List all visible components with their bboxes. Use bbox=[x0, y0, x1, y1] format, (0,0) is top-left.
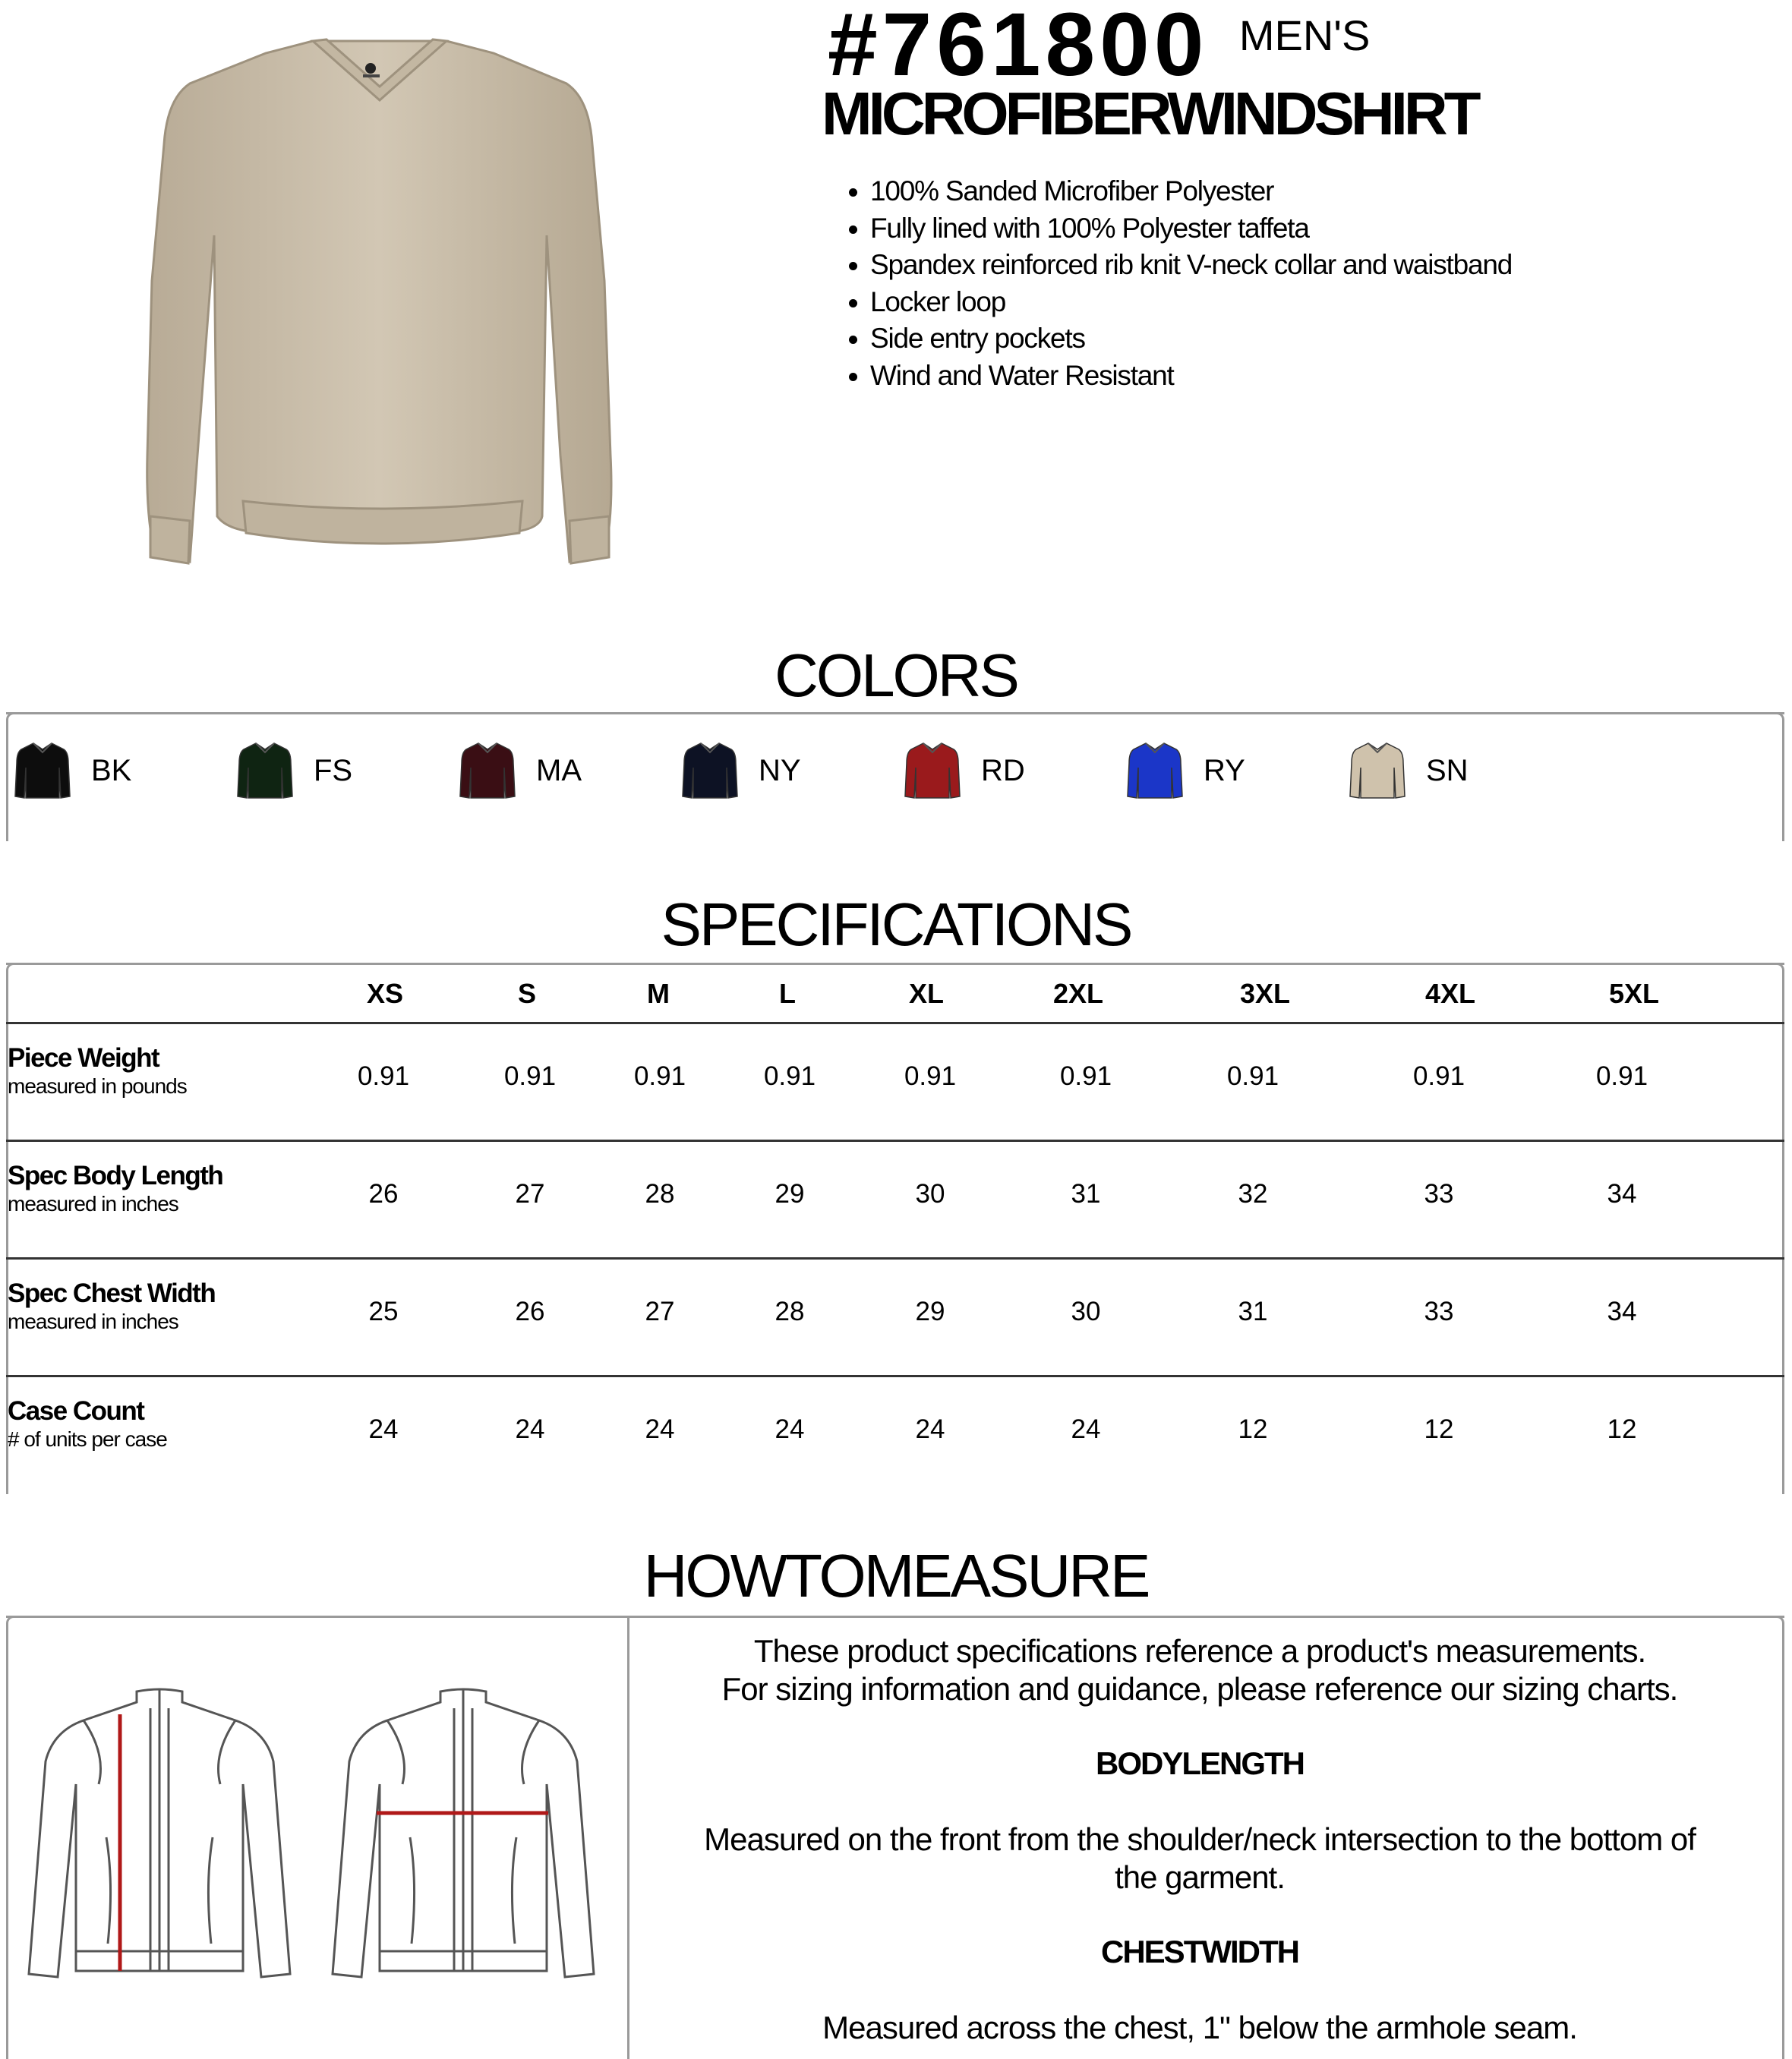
spec-cell: 0.91 bbox=[904, 1061, 957, 1091]
spec-cell: 26 bbox=[515, 1297, 545, 1326]
spec-cell: 33 bbox=[1424, 1297, 1454, 1326]
spec-cell: 24 bbox=[515, 1414, 545, 1444]
spec-cell: 0.91 bbox=[1412, 1061, 1465, 1091]
color-code: NY bbox=[759, 754, 801, 787]
spec-cell: 12 bbox=[1238, 1414, 1268, 1444]
shirt-icon bbox=[236, 740, 294, 801]
size-header: 4XL bbox=[1424, 978, 1476, 1009]
feature-item: 100% Sanded Microfiber Polyester bbox=[870, 173, 1512, 210]
spec-cell: 29 bbox=[915, 1297, 945, 1326]
spec-row-title: Case Count bbox=[8, 1396, 144, 1426]
spec-cell: 31 bbox=[1071, 1179, 1101, 1209]
color-code: RY bbox=[1204, 754, 1245, 787]
measurement-diagram bbox=[23, 1685, 600, 1989]
size-header: XS bbox=[366, 978, 404, 1009]
color-code: FS bbox=[314, 754, 353, 787]
style-number: #761800 bbox=[828, 0, 1209, 95]
size-header: 3XL bbox=[1239, 978, 1291, 1009]
color-code: BK bbox=[91, 754, 132, 787]
measure-divider bbox=[627, 1616, 629, 2059]
spec-cell: 0.91 bbox=[357, 1061, 410, 1091]
spec-cell: 0.91 bbox=[1595, 1061, 1648, 1091]
size-header: M bbox=[647, 978, 670, 1009]
spec-row-title: Spec Chest Width bbox=[8, 1279, 216, 1308]
spec-cell: 28 bbox=[775, 1297, 805, 1326]
color-code: RD bbox=[981, 754, 1025, 787]
spec-cell: 34 bbox=[1607, 1297, 1637, 1326]
body-length-text-line1: Measured on the front from the shoulder/neck intersection to the bottom of bbox=[704, 1821, 1696, 1857]
shirt-icon bbox=[459, 740, 516, 801]
spec-cell: 28 bbox=[645, 1179, 675, 1209]
body-length-title: BODYLENGTH bbox=[1096, 1745, 1304, 1781]
spec-cell: 27 bbox=[645, 1297, 675, 1326]
spec-cell: 30 bbox=[915, 1179, 945, 1209]
size-header: 2XL bbox=[1052, 978, 1104, 1009]
size-header: 5XL bbox=[1608, 978, 1660, 1009]
spec-cell: 24 bbox=[645, 1414, 675, 1444]
spec-cell: 0.91 bbox=[503, 1061, 557, 1091]
spec-row-label bbox=[8, 1161, 222, 1217]
feature-list bbox=[870, 173, 1512, 394]
size-header: S bbox=[517, 978, 537, 1009]
spec-cell: 12 bbox=[1607, 1414, 1637, 1444]
spec-row-title: Piece Weight bbox=[8, 1043, 159, 1073]
spec-cell: 25 bbox=[368, 1297, 399, 1326]
spec-cell: 30 bbox=[1071, 1297, 1101, 1326]
spec-row-unit: # of units per case bbox=[8, 1427, 167, 1451]
spec-cell: 24 bbox=[1071, 1414, 1101, 1444]
row-divider bbox=[6, 1140, 1784, 1142]
feature-item: Wind and Water Resistant bbox=[870, 358, 1512, 395]
specifications-frame bbox=[6, 963, 1784, 1494]
shirt-icon bbox=[1126, 740, 1184, 801]
color-code: MA bbox=[536, 754, 582, 787]
feature-item: Fully lined with 100% Polyester taffeta bbox=[870, 210, 1512, 248]
chest-width-text: Measured across the chest, 1" below the armhole seam. bbox=[822, 2010, 1577, 2045]
chest-width-jacket bbox=[333, 1689, 594, 1977]
how-to-measure-heading: HOWTOMEASURE bbox=[643, 1542, 1149, 1610]
spec-cell: 34 bbox=[1607, 1179, 1637, 1209]
spec-cell: 33 bbox=[1424, 1179, 1454, 1209]
size-header: XL bbox=[908, 978, 945, 1009]
spec-cell: 0.91 bbox=[633, 1061, 686, 1091]
gender-label: MEN'S bbox=[1238, 11, 1371, 59]
body-length-text-line2: the garment. bbox=[1115, 1859, 1285, 1895]
spec-cell: 31 bbox=[1238, 1297, 1268, 1326]
spec-cell: 24 bbox=[775, 1414, 805, 1444]
spec-cell: 24 bbox=[368, 1414, 399, 1444]
spec-cell: 0.91 bbox=[1226, 1061, 1279, 1091]
shirt-icon bbox=[1349, 740, 1406, 801]
spec-row-label bbox=[8, 1279, 215, 1335]
spec-cell: 29 bbox=[775, 1179, 805, 1209]
style-number-row bbox=[828, 0, 1371, 95]
spec-row-unit: measured in inches bbox=[8, 1310, 178, 1333]
spec-cell: 27 bbox=[515, 1179, 545, 1209]
spec-row-unit: measured in inches bbox=[8, 1192, 178, 1216]
shirt-icon bbox=[14, 740, 71, 801]
spec-cell: 12 bbox=[1424, 1414, 1454, 1444]
chest-width-title: CHESTWIDTH bbox=[1101, 1934, 1298, 1969]
spec-row-title: Spec Body Length bbox=[8, 1161, 223, 1190]
spec-cell: 24 bbox=[915, 1414, 945, 1444]
size-header: L bbox=[779, 978, 796, 1009]
feature-item: Spandex reinforced rib knit V-neck collar and waistband bbox=[870, 247, 1512, 284]
spec-cell: 0.91 bbox=[763, 1061, 816, 1091]
specifications-heading: SPECIFICATIONS bbox=[661, 891, 1131, 958]
measure-intro-line1: These product specifications reference a product's measurements. bbox=[753, 1633, 1646, 1669]
row-divider bbox=[6, 1022, 1784, 1024]
colors-heading: COLORS bbox=[775, 642, 1017, 709]
spec-row-label bbox=[8, 1396, 167, 1452]
shirt-icon bbox=[681, 740, 739, 801]
measure-intro-line2: For sizing information and guidance, please reference our sizing charts. bbox=[721, 1671, 1678, 1707]
row-divider bbox=[6, 1257, 1784, 1260]
spec-row-unit: measured in pounds bbox=[8, 1074, 187, 1098]
product-title: MICROFIBERWINDSHIRT bbox=[822, 80, 1478, 147]
spec-cell: 0.91 bbox=[1059, 1061, 1112, 1091]
spec-cell: 32 bbox=[1238, 1179, 1268, 1209]
spec-cell: 26 bbox=[368, 1179, 399, 1209]
body-length-jacket bbox=[29, 1689, 290, 1977]
row-divider bbox=[6, 1375, 1784, 1377]
spec-row-label bbox=[8, 1043, 187, 1099]
feature-item: Locker loop bbox=[870, 284, 1512, 321]
feature-item: Side entry pockets bbox=[870, 320, 1512, 358]
color-code: SN bbox=[1426, 754, 1469, 787]
shirt-icon bbox=[904, 740, 961, 801]
product-image bbox=[144, 30, 615, 577]
